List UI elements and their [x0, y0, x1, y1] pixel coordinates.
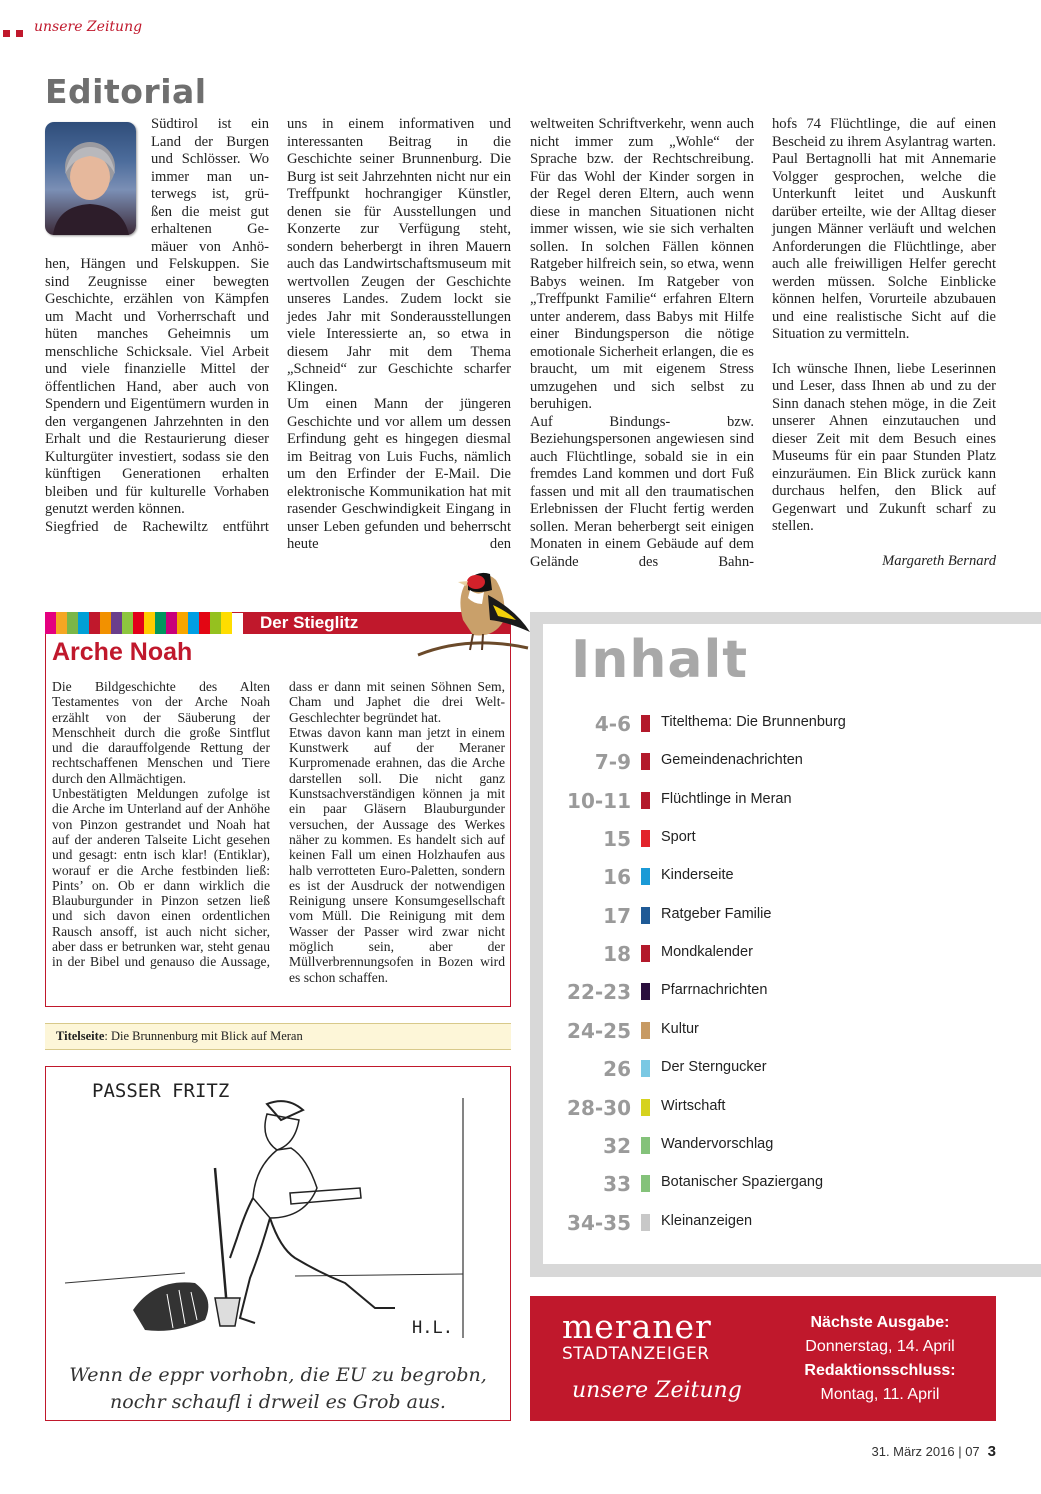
- stripe: [122, 612, 133, 634]
- toc-page-number: 10-11: [567, 788, 631, 813]
- stripe: [100, 612, 111, 634]
- toc-color-marker: [641, 792, 650, 809]
- toc-label: Sport: [661, 829, 696, 846]
- toc-color-marker: [641, 983, 650, 1000]
- stieglitz-col1: [52, 679, 270, 970]
- color-stripes: [45, 612, 232, 634]
- toc-label: Der Sterngucker: [661, 1059, 767, 1076]
- toc-color-marker: [641, 715, 650, 732]
- stieglitz-label: Der Stieglitz: [260, 613, 359, 632]
- editorial-text: ßen die meist gut: [151, 203, 269, 220]
- toc-label: Kleinanzeigen: [661, 1212, 753, 1229]
- stripe: [67, 612, 78, 634]
- toc-item[interactable]: [543, 750, 963, 774]
- editorial-col1-wrap: [151, 116, 269, 256]
- toc-color-marker: [641, 1022, 650, 1039]
- toc-page-number: 15: [603, 827, 631, 852]
- toc-page-number: 18: [603, 942, 631, 967]
- toc-color-marker: [641, 945, 650, 962]
- editorial-col2: [287, 116, 511, 554]
- inhalt-title: Inhalt: [571, 630, 749, 690]
- toc-label: Wirtschaft: [661, 1097, 726, 1114]
- stieglitz-text: Die Bildgeschichte des Alten Testamentes von der Arche Noah erzählt von der Säuberung der Menschheit durch die große Sintflut und die darauffolgende Rettung der rechtschaffenen Menschen und Tiere durch den Allmächtigen.: [52, 679, 270, 786]
- header-marker: [16, 30, 23, 37]
- toc-item[interactable]: [543, 1096, 963, 1120]
- stieglitz-text: Unbestätigten Meldungen zufolge ist die Arche im Unterland auf der Anhöhe von Pinzon gestrandet und Noah hat auf der anderen Talseite Licht gesehen und gesagt: entn isch klar! (Entiklar), worauf er die Arche festbinden ließ: Pints’ on. Ob er dann wirklich die Blauburgunder in Pinzon setzen ließ und sich davon einen ordentlichen Rausch ansoff, ist auch nicht sicher, aber dass er betrunken war, steht genau in der Bibel und genauso die Aussage,: [52, 786, 270, 970]
- next-issue-label: Nächste Ausgabe:: [810, 1314, 950, 1331]
- toc-color-marker: [641, 868, 650, 885]
- editorial-text: Um einen Mann der jüngeren Geschichte und vor allem um dessen Erfindung geht es hingegen diesmal im Beitrag von Luis Fuchs, nämlich um den Erfinder der E-Mail. Die elektronische Kommunikation hat mit rasender Geschwindigkeit Eingang in unser Leben gefunden und beherrscht heute den: [287, 396, 511, 552]
- editorial-signature: Margareth Bernard: [882, 553, 996, 569]
- stripe: [144, 612, 155, 634]
- cartoon-drawing: [55, 1098, 505, 1353]
- cartoon-caption-line1: Wenn de eppr vorhobn, die EU zu begrobn,: [69, 1364, 487, 1386]
- editorial-text: mäuer von Anhö-: [151, 238, 269, 255]
- stripe: [133, 612, 144, 634]
- toc-page-number: 22-23: [567, 980, 631, 1005]
- editorial-text: hen, Hängen und Felskuppen. Sie sind Zeugnisse einer bewegten Geschichte, erzählen von Kämpfen um Macht und Vorherrschaft und hüten manches Geheimnis um menschliche Schicksale. Viel Arbeit und viele finanzielle Mittel der öffentlichen Hand, aber auch von Spendern und Eigentümern wurden in den vergangenen Jahrzehnten in den Erhalt und die Restaurierung dieser Kulturgüter investiert, sodass sie den künftigen Generationen erhalten bleiben und für kulturelle Vorhaben genutzt werden können.: [45, 256, 269, 517]
- editorial-text: Siegfried de Rachewiltz entführt: [45, 518, 269, 535]
- promo-logo-sub: STADTANZEIGER: [562, 1344, 710, 1364]
- stripe: [45, 612, 56, 634]
- toc-color-marker: [641, 1137, 650, 1154]
- toc-label: Botanischer Spaziergang: [661, 1174, 824, 1191]
- stieglitz-col2: [289, 679, 505, 985]
- stripe: [78, 612, 89, 634]
- toc-item[interactable]: [543, 1057, 963, 1081]
- cover-caption: [45, 1023, 511, 1050]
- stripe: [155, 612, 166, 634]
- editorial-text: und Schlösser. Wo: [151, 151, 269, 167]
- toc-color-marker: [641, 1175, 650, 1192]
- editorial-text: terwegs ist, grü-: [151, 186, 269, 202]
- editorial-text: Auf Bindungs- bzw. Beziehungspersonen angewiesen sind auch Flüchtlinge, sobald sie in ein fremdes Land kommen und dort Fuß fassen und mit all den traumatischen Erlebnissen der Flucht fertig werden sollen. Meran beherbergt seit einigen Monaten in einem Gebäude auf dem Gelände des Bahn-: [530, 413, 754, 570]
- stripe: [210, 612, 221, 634]
- toc-color-marker: [641, 907, 650, 924]
- toc-page-number: 24-25: [567, 1018, 631, 1043]
- toc-page-number: 28-30: [567, 1095, 631, 1120]
- toc-color-marker: [641, 830, 650, 847]
- editorial-text: Südtirol ist ein: [151, 116, 269, 132]
- toc-color-marker: [641, 1214, 650, 1231]
- cover-caption-label: Titelseite: [56, 1029, 105, 1043]
- stripe: [56, 612, 67, 634]
- toc-label: Mondkalender: [661, 944, 753, 961]
- deadline-date: Montag, 11. April: [820, 1386, 940, 1403]
- stripe: [166, 612, 177, 634]
- toc-page-number: 17: [603, 903, 631, 928]
- toc-color-marker: [641, 1060, 650, 1077]
- editorial-text: hofs 74 Flüchtlinge, die auf einen Bescheid zu ihrem Asylantrag warten. Paul Bertagnolli hat mit Annemarie Volgger gesprochen, welche die Unterkunft leitet und Auskunft darüber erteilte, wie der Alltag dieser jungen Männer verläuft und welchen Anforderungen die Flüchtlinge, aber auch alle freiwilligen Helfer gerecht werden müssen. Solche Einblicke können helfen, Vorurteile abzubauen und eine realistische Sicht auf die Situation zu vermitteln.: [772, 116, 996, 342]
- cartoon-signature: H.L.: [412, 1318, 453, 1338]
- stripe: [221, 612, 232, 634]
- toc-item[interactable]: [543, 827, 963, 851]
- toc-item[interactable]: [543, 789, 963, 813]
- promo-logo: meraner: [562, 1307, 712, 1346]
- stripe: [199, 612, 210, 634]
- header-marker: [3, 30, 10, 37]
- stieglitz-text: dass er dann mit seinen Söhnen Sem, Cham und Japhet die drei Welt-Geschlechter begründet hat.: [289, 679, 505, 725]
- header-brand: unsere Zeitung: [34, 19, 143, 35]
- toc-item[interactable]: [543, 942, 963, 966]
- toc-item[interactable]: [543, 904, 963, 928]
- editorial-text: Ich wünsche Ihnen, liebe Leserinnen und Leser, dass Ihnen ab und zu der Sinn danach stehen möge, in die Zeit unserer Ahnen einzutauchen und dieser Zeit mit dem Besuch eines Museums für ein paar Stunden Platz einzuräumen. Ein Blick zurück kann durchaus helfen, den Blick auf Gegenwart und Zukunft scharf zu stellen.: [772, 360, 996, 534]
- page-number: 3: [987, 1443, 996, 1460]
- stripe: [177, 612, 188, 634]
- toc-item[interactable]: [543, 712, 963, 736]
- toc-item[interactable]: [543, 980, 963, 1004]
- editorial-col4: [772, 116, 996, 536]
- toc-label: Flüchtlinge in Meran: [661, 790, 792, 807]
- toc-page-number: 7-9: [594, 750, 631, 775]
- editorial-text: immer man un-: [151, 168, 269, 185]
- toc-page-number: 26: [603, 1057, 631, 1082]
- toc-item[interactable]: [543, 1172, 963, 1196]
- toc-label: Pfarrnachrichten: [661, 982, 768, 999]
- toc-color-marker: [641, 1099, 650, 1116]
- toc-page-number: 33: [603, 1172, 631, 1197]
- arche-title: Arche Noah: [52, 638, 193, 666]
- toc-item[interactable]: [543, 1019, 963, 1043]
- toc-label: Kultur: [661, 1020, 699, 1037]
- cover-caption-text: : Die Brunnenburg mit Blick auf Meran: [104, 1029, 303, 1043]
- editorial-text: weltweiten Schriftverkehr, wenn auch nicht immer zum „Wohle“ der Sprache bzw. der Rechtschreibung. Für das Wohl der Kinder sorgen in der Regel deren Eltern, auch wenn diese in manchen Situationen nicht immer wissen, wie sie sich verhalten sollen. In solchen Fällen können Ratgeber hilfreich sein, so etwa, wenn Babys weinen. Im Ratgeber von „Treffpunkt Familie“ erfahren Eltern unter anderem, dass Babys mit Hilfe einer Bindungsperson die nötige emotionale Sicherheit erlangen, die es braucht, um mit eigenem Stress umzugehen und sich selbst zu beruhigen.: [530, 116, 754, 412]
- toc-item[interactable]: [543, 1134, 963, 1158]
- toc-page-number: 32: [603, 1133, 631, 1158]
- toc-item[interactable]: [543, 1211, 963, 1235]
- editorial-title: Editorial: [45, 72, 207, 111]
- toc-page-number: 16: [603, 865, 631, 890]
- stripe: [188, 612, 199, 634]
- stripe: [111, 612, 122, 634]
- cartoon-title: PASSER FRITZ: [92, 1080, 230, 1102]
- stripe: [89, 612, 100, 634]
- editorial-text: uns in einem informativen und interessanten Beitrag in die Geschichte seiner Brunnenburg. Die Burg ist seit Jahrzehnten nicht nur ein Treffpunkt hochrangiger Künstler, denen sie für Ausstellungen und Konzerte zur Verfügung steht, sondern beherbergt in ihren Mauern auch das Landwirtschaftsmuseum mit wertvollen Zeugen der Geschichte unseres Landes. Zudem lockt sie jedes Jahr mit Sonderausstellungen viele Interessierte an, so etwa in diesem Jahr mit dem Thema „Schneid“ zur Geschichte scharfer Klingen.: [287, 116, 511, 395]
- toc-page-number: 4-6: [594, 712, 631, 736]
- issue-date: 31. März 2016 | 07: [871, 1444, 980, 1459]
- toc-page-number: 34-35: [567, 1210, 631, 1235]
- toc-label: Titelthema: Die Brunnenburg: [661, 714, 846, 730]
- toc-item[interactable]: [543, 865, 963, 889]
- toc-label: Wandervorschlag: [661, 1135, 774, 1152]
- toc-label: Kinderseite: [661, 867, 734, 884]
- next-issue-date: Donnerstag, 14. April: [805, 1338, 955, 1355]
- stieglitz-text: Etwas davon kann man jetzt in einem Kunstwerk auf der Meraner Kurpromenade erahnen, das die Arche darstellen soll. Die nicht ganz Kunstsachverständigen können ja mit ein paar Gläsern Blauburgunder versuchen, der Aussage des Werkes näher zu kommen. Es handelt sich auf keinen Fall um einen Holzhaufen aus halb verrotteten Euro-Paletten, sondern es ist der Ausdruck der notwendigen Reinigung unsere Konsumgesellschaft vom Müll. Die Reinigung mit dem Wasser der Passer wird zwar nicht möglich sein, aber der Müllverbrennungsofen in Bozen wird es schon schaffen.: [289, 724, 505, 985]
- toc-color-marker: [641, 753, 650, 770]
- author-photo: [45, 122, 136, 235]
- editorial-text: erhaltenen Ge-: [151, 221, 269, 237]
- deadline-label: Redaktionsschluss:: [804, 1362, 956, 1379]
- editorial-text: Land der Burgen: [151, 133, 269, 150]
- editorial-col1: [45, 256, 269, 536]
- promo-logo-brand: unsere Zeitung: [572, 1378, 742, 1403]
- toc-label: Gemeindenachrichten: [661, 752, 803, 769]
- toc-label: Ratgeber Familie: [661, 905, 772, 922]
- editorial-col3: [530, 116, 754, 571]
- goldfinch-icon: [408, 560, 533, 660]
- cartoon-caption-line2: nochr schaufl i drweil es Grob aus.: [110, 1391, 446, 1413]
- page-footer: [871, 1443, 996, 1460]
